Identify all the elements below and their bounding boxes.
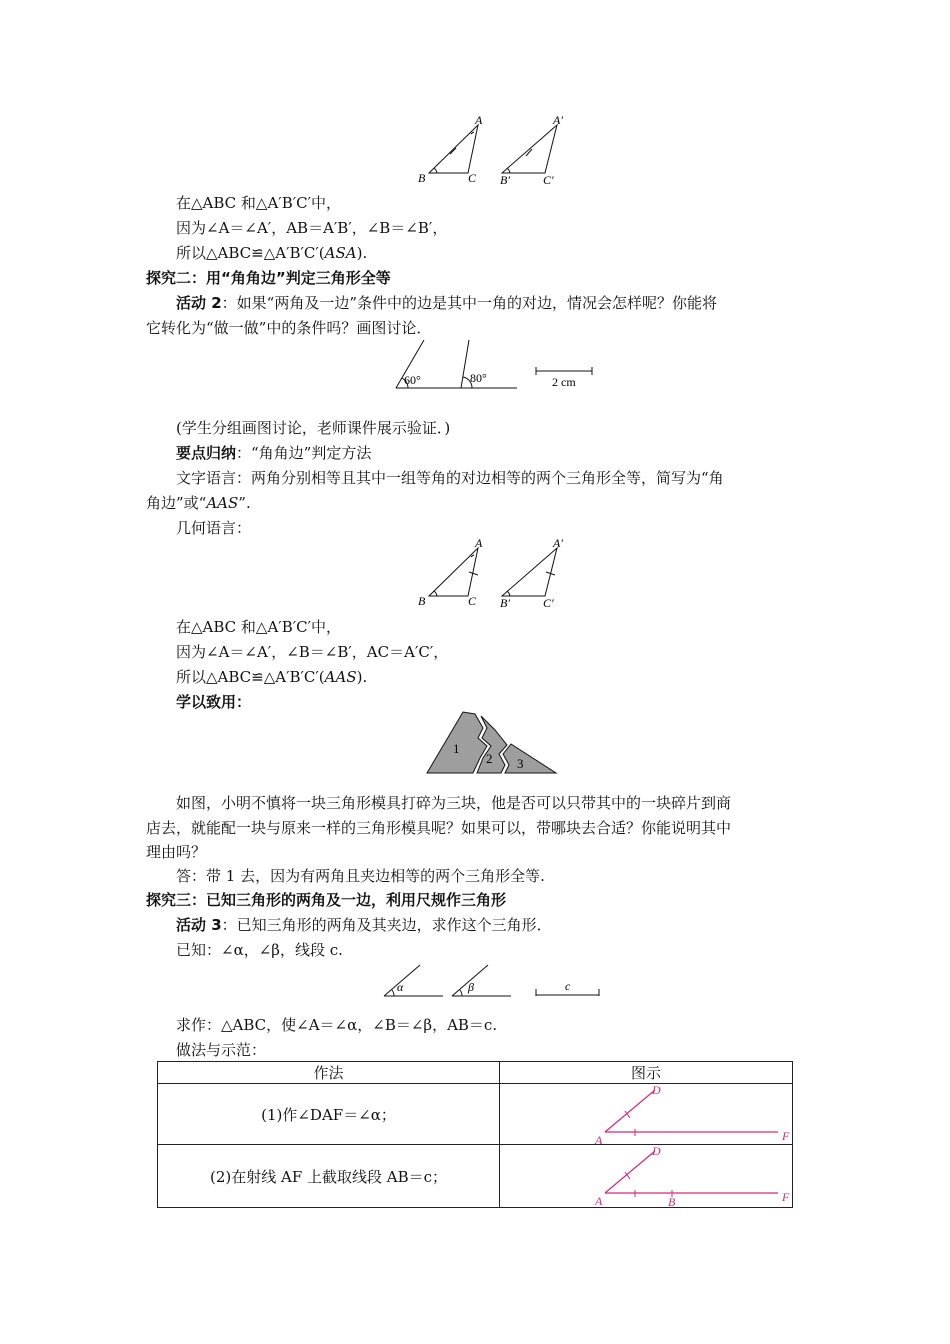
activity2-label: 活动 2 bbox=[176, 294, 222, 312]
answer-line: 答：带 1 去，因为有两角且夹边相等的两个三角形全等. bbox=[176, 867, 545, 885]
step-2-diagram-cell bbox=[500, 1145, 793, 1208]
step-2-text: (2)在射线 AF 上截取线段 AB＝c； bbox=[158, 1145, 500, 1208]
angles-segment-figure bbox=[390, 336, 600, 394]
piece-3 bbox=[503, 744, 556, 773]
label-c: C bbox=[468, 171, 477, 185]
activity2-text1: ：如果“两角及一边”条件中的边是其中一角的对边，情况会怎样呢？你能将 bbox=[221, 294, 718, 312]
label-a: A bbox=[595, 1194, 603, 1207]
label-a: A bbox=[475, 113, 483, 127]
step-1-diagram-cell bbox=[500, 1084, 793, 1145]
text-lang-a: 角边”或“ bbox=[146, 494, 207, 512]
table-header-diagram: 图示 bbox=[500, 1062, 793, 1084]
triangle-a1b1c1 bbox=[502, 125, 557, 173]
discussion-note: (学生分组画图讨论，老师课件展示验证．) bbox=[176, 419, 451, 437]
asa-close: ). bbox=[356, 244, 368, 262]
construct-line: 求作：△ABC，使∠A＝∠α，∠B＝∠β，AB＝c. bbox=[176, 1016, 498, 1034]
label-d: D bbox=[652, 1145, 661, 1158]
text-lang-abbrev: AAS bbox=[206, 494, 239, 512]
geometric-language: 几何语言： bbox=[176, 519, 252, 537]
asa-statement-2: 因为∠A＝∠A′，AB＝A′B′，∠B＝∠B′， bbox=[176, 219, 448, 237]
activity3-text: ：已知三角形的两角及其夹边，求作这个三角形． bbox=[221, 916, 552, 934]
table-row bbox=[158, 1145, 793, 1208]
step-1-text: (1)作∠DAF＝∠α； bbox=[158, 1084, 500, 1145]
label-f: F bbox=[782, 1129, 790, 1143]
label-b1: B′ bbox=[500, 173, 510, 187]
triangle-abc bbox=[429, 125, 478, 173]
method-line: 做法与示范： bbox=[176, 1041, 267, 1059]
construction-table bbox=[157, 1061, 793, 1208]
aas-statement-2: 因为∠A＝∠A′，∠B＝∠B′，AC＝A′C′， bbox=[176, 643, 449, 661]
question-line3: 理由吗？ bbox=[146, 843, 207, 861]
activity3-label: 活动 3 bbox=[176, 916, 222, 934]
beta-label: β bbox=[468, 980, 474, 994]
segment-2cm-label: 2 cm bbox=[552, 375, 576, 389]
label-a: A bbox=[475, 536, 483, 550]
asa-triangles-figure bbox=[410, 112, 570, 190]
step-2-diagram bbox=[592, 1145, 792, 1207]
piece-3-label: 3 bbox=[517, 756, 524, 771]
key-points-line bbox=[176, 443, 371, 463]
label-b1: B′ bbox=[500, 596, 510, 610]
label-a: A bbox=[595, 1133, 603, 1144]
asa-conclusion: 所以△ABC≌△A′B′C′( bbox=[176, 244, 325, 262]
label-c1: C′ bbox=[543, 173, 554, 187]
text-language-line2 bbox=[146, 493, 251, 513]
alpha-label: α bbox=[397, 980, 404, 994]
table-row bbox=[158, 1084, 793, 1145]
label-b: B bbox=[418, 594, 426, 608]
explore3-title: 探究三：已知三角形的两角及一边，利用尺规作三角形 bbox=[146, 891, 507, 909]
label-c: C bbox=[468, 594, 477, 608]
angle-80-label: 80° bbox=[470, 371, 487, 385]
aas-statement-1: 在△ABC 和△A′B′C′中， bbox=[176, 618, 342, 636]
aas-conclusion: 所以△ABC≌△A′B′C′( bbox=[176, 668, 325, 686]
c-label: c bbox=[565, 979, 571, 993]
question-line2: 店去，就能配一块与原来一样的三角形模具呢？如果可以，带哪块去合适？你能说明其中 bbox=[146, 819, 732, 837]
activity2-line2: 它转化为“做一做”中的条件吗？画图讨论． bbox=[146, 319, 432, 337]
label-f: F bbox=[782, 1190, 790, 1204]
aas-abbrev: AAS bbox=[324, 668, 357, 686]
label-d: D bbox=[652, 1084, 661, 1097]
label-c1: C′ bbox=[543, 596, 554, 610]
question-line1: 如图，小明不慎将一块三角形模具打碎为三块，他是否可以只带其中的一块碎片到商 bbox=[176, 794, 732, 812]
explore2-title: 探究二：用“角角边”判定三角形全等 bbox=[146, 269, 391, 287]
label-a1: A′ bbox=[553, 113, 563, 127]
asa-statement-3 bbox=[176, 243, 367, 263]
apply-title: 学以致用： bbox=[176, 693, 252, 711]
given-line: 已知：∠α，∠β，线段 c. bbox=[176, 941, 343, 959]
key-points-label: 要点归纳 bbox=[176, 444, 237, 462]
angle-60-label: 60° bbox=[404, 373, 421, 387]
asa-abbrev: ASA bbox=[324, 244, 357, 262]
label-a1: A′ bbox=[553, 536, 563, 550]
step-1-diagram bbox=[592, 1084, 792, 1144]
alpha-beta-c-figure bbox=[380, 960, 605, 1000]
aas-statement-3 bbox=[176, 667, 367, 687]
activity2-line1 bbox=[176, 293, 717, 313]
piece-1-label: 1 bbox=[453, 741, 460, 756]
label-b: B bbox=[418, 171, 426, 185]
asa-statement-1: 在△ABC 和△A′B′C′中， bbox=[176, 194, 342, 212]
text-lang-c: ”. bbox=[238, 494, 251, 512]
key-points-text: ：“角角边”判定方法 bbox=[236, 444, 372, 462]
broken-triangle-figure bbox=[425, 710, 560, 776]
text-language-line1: 文字语言：两角分别相等且其中一组等角的对边相等的两个三角形全等，简写为“角 bbox=[176, 469, 724, 487]
piece-2-label: 2 bbox=[486, 751, 493, 766]
aas-close: ). bbox=[356, 668, 368, 686]
activity3-line bbox=[176, 915, 552, 935]
label-b: B bbox=[668, 1195, 676, 1207]
aas-triangles-figure bbox=[410, 535, 570, 613]
table-header-method: 作法 bbox=[158, 1062, 500, 1084]
